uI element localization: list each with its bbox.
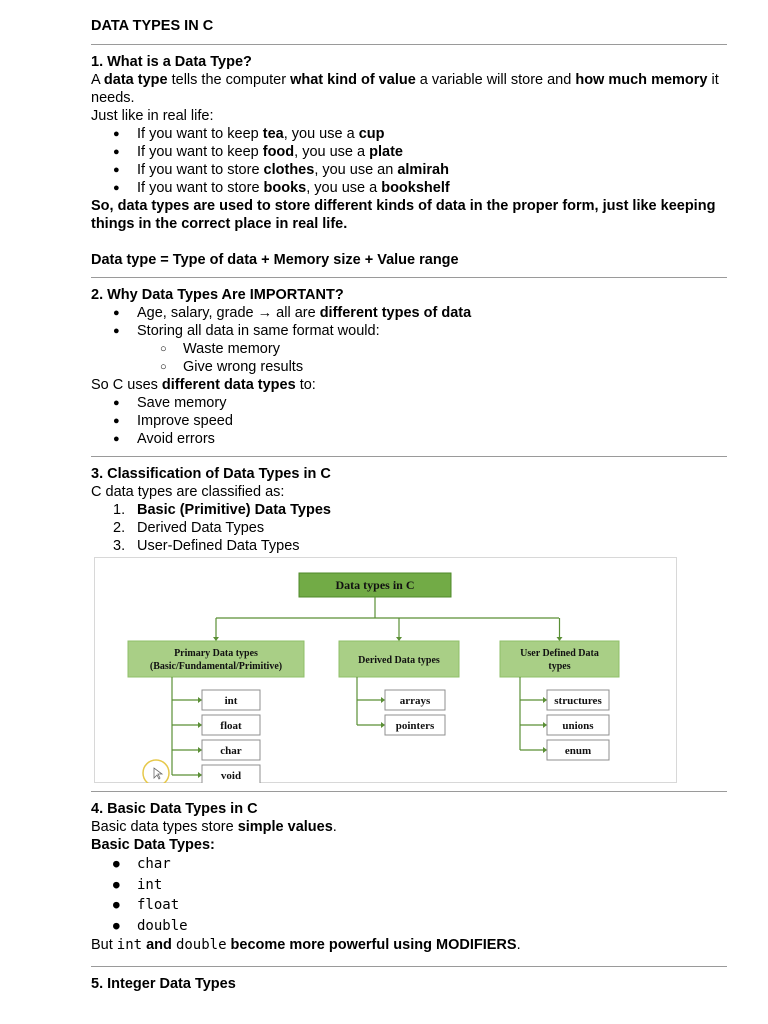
divider [91,277,727,278]
importance-list [91,304,727,376]
group-label: Primary Data types [174,648,258,659]
examples-list [91,125,727,197]
document-page [91,16,727,993]
child-label: pointers [395,720,435,732]
group-label: User Defined Data [520,648,599,659]
section-4-line: Basic data types store simple values. [91,819,337,835]
group-label: types [548,661,571,672]
section-1-heading: 1. What is a Data Type? [91,54,252,70]
diagram-svg [94,557,677,783]
list-item: ● If you want to store books, you use a bookshelf [137,179,727,197]
basic-types-label: Basic Data Types: [91,837,215,853]
child-label: unions [562,720,594,732]
section-3-intro: C data types are classified as: [91,484,285,500]
classification-list [91,501,727,555]
list-item: ● Save memory [137,394,727,412]
list-item: 2. Derived Data Types [113,520,265,536]
group-label: Derived Data types [358,655,440,666]
divider [91,791,727,792]
list-item: ● If you want to keep tea, you use a cup [137,125,727,143]
child-label: void [220,770,242,782]
list-item: 1. Basic (Primitive) Data Types [113,502,331,518]
list-item: 3. User-Defined Data Types [113,538,300,554]
child-label: int [224,695,238,707]
section-1-summary: So, data types are used to store different kinds of data in the proper form, just like keeping things in the correct place in real life. [91,198,716,232]
modifiers-line: But int and double become more powerful using MODIFIERS. [91,937,521,953]
divider [91,44,727,45]
basic-types-list [91,854,727,936]
list-item: ● char [137,854,727,875]
list-item: ○ Waste memory [183,340,727,358]
section-4-heading: 4. Basic Data Types in C [91,801,258,817]
list-item: ● int [137,875,727,896]
root-label: Data types in C [335,578,415,592]
list-item: ● If you want to keep food, you use a plate [137,143,727,161]
list-item: ● float [137,895,727,916]
divider [91,456,727,457]
data-types-diagram [94,557,677,783]
section-1-intro: A data type tells the computer what kind of value a variable will store and how much memory it needs. [91,72,719,106]
section-3-heading: 3. Classification of Data Types in C [91,466,331,482]
so-line: So C uses different data types to: [91,377,316,393]
section-2-heading: 2. Why Data Types Are IMPORTANT? [91,287,344,303]
child-label: float [220,720,242,732]
list-item: ● Storing all data in same format would: ○ Waste memory ○ Give wrong results [137,322,727,376]
list-item: ● Avoid errors [137,430,727,448]
document-title: DATA TYPES IN C [91,18,214,34]
child-label: enum [564,745,592,757]
sub-list [137,340,727,376]
formula-line: Data type = Type of data + Memory size + Value range [91,252,459,268]
real-life-line: Just like in real life: [91,108,214,124]
list-item: ● Improve speed [137,412,727,430]
child-label: char [220,745,242,757]
list-item: ○ Give wrong results [183,358,727,376]
child-label: arrays [399,695,431,707]
divider [91,966,727,967]
child-label: structures [554,695,602,707]
uses-list [91,394,727,448]
group-label: (Basic/Fundamental/Primitive) [149,661,283,672]
list-item: ● If you want to store clothes, you use an almirah [137,161,727,179]
section-5-heading: 5. Integer Data Types [91,976,236,992]
list-item: ● Age, salary, grade → all are different types of data [137,304,727,322]
list-item: ● double [137,916,727,937]
